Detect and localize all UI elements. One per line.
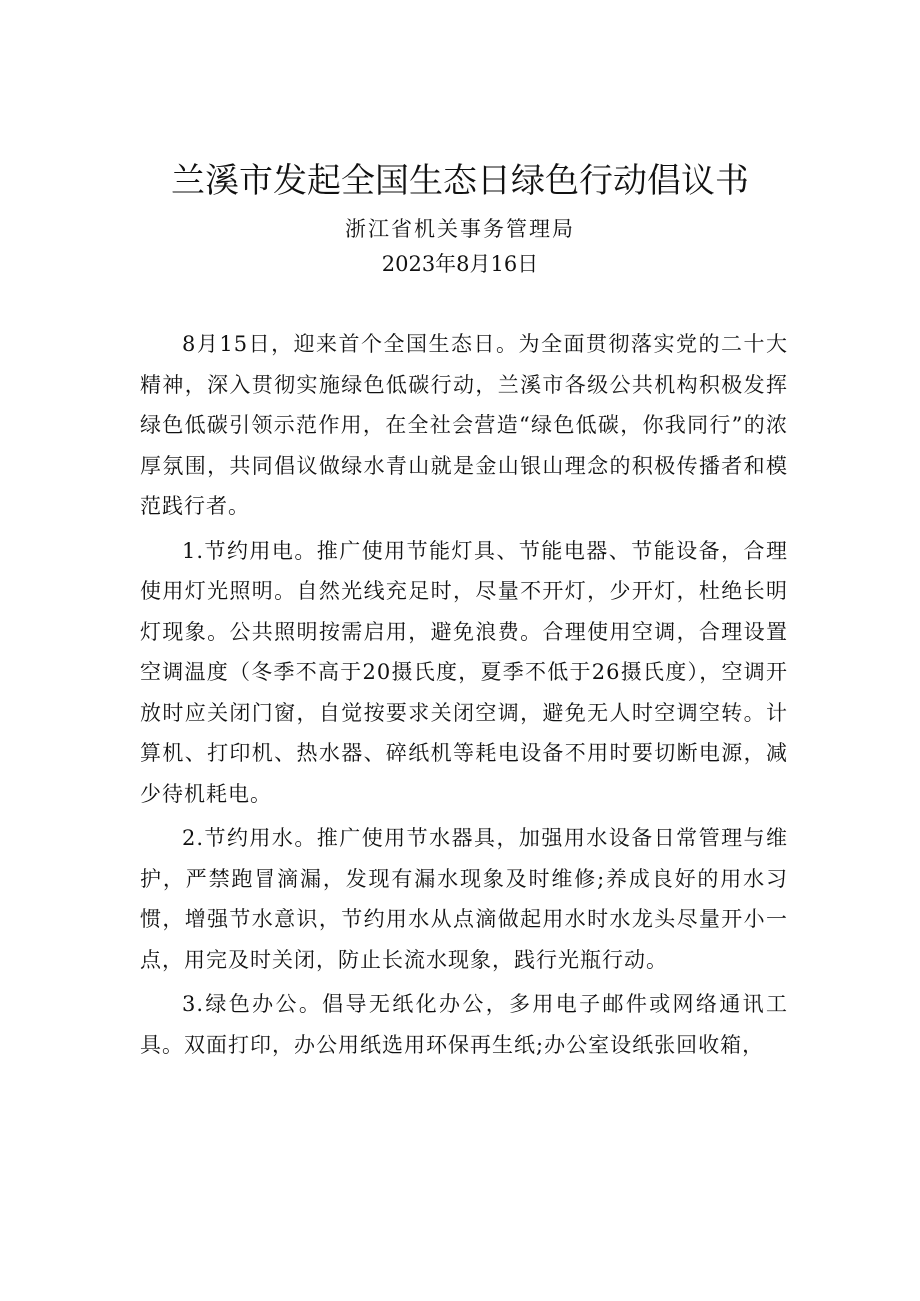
item-green-office: 3.绿色办公。倡导无纸化办公，多用电子邮件或网络通讯工具。双面打印，办公用纸选用环保再生纸;办公室设纸张回收箱， [140, 992, 788, 1057]
document-title: 兰溪市发起全国生态日绿色行动倡议书 [171, 161, 749, 201]
item-save-water: 2.节约用水。推广使用节水器具，加强用水设备日常管理与维护，严禁跑冒滴漏，发现有漏水现象及时维修;养成良好的用水习惯，增强节水意识，节约用水从点滴做起用水时水龙头尽量开小一点，用完及时关闭，防止长流水现象，践行光瓶行动。 [140, 826, 788, 972]
intro-paragraph: 8月15日，迎来首个全国生态日。为全面贯彻落实党的二十大精神，深入贯彻实施绿色低碳行动，兰溪市各级公共机构积极发挥绿色低碳引领示范作用，在全社会营造“绿色低碳，你我同行”的浓厚氛围，共同倡议做绿水青山就是金山银山理念的积极传播者和模范践行者。 [140, 332, 788, 518]
issuing-authority: 浙江省机关事务管理局 [345, 217, 575, 241]
document-body [140, 324, 788, 1069]
issue-date: 2023年8月16日 [381, 252, 539, 276]
item-save-electricity: 1.节约用电。推广使用节能灯具、节能电器、节能设备，合理使用灯光照明。自然光线充足时，尽量不开灯，少开灯，杜绝长明灯现象。公共照明按需启用，避免浪费。合理使用空调，合理设置空调温度（冬季不高于20摄氏度，夏季不低于26摄氏度），空调开放时应关闭门窗，自觉按要求关闭空调，避免无人时空调空转。计算机、打印机、热水器、碎纸机等耗电设备不用时要切断电源，减少待机耗电。 [140, 538, 788, 806]
